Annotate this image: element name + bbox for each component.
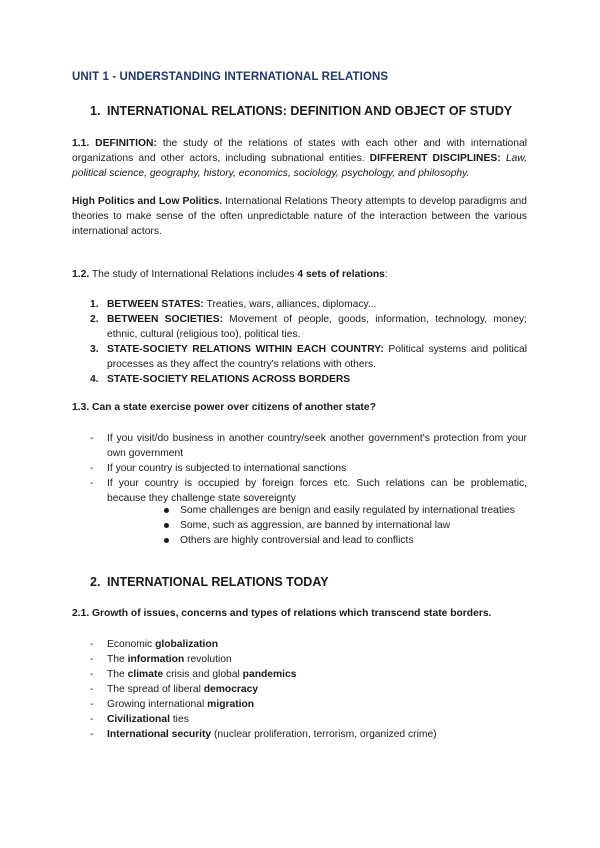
list-item <box>90 372 527 387</box>
relation-label: STATE-SOCIETY RELATIONS WITHIN EACH COUNTRY: <box>107 344 384 355</box>
high-low-politics-paragraph <box>72 194 527 239</box>
issues-list <box>90 637 527 742</box>
disciplines-label: DIFFERENT DISCIPLINES: <box>369 153 501 164</box>
relations-intro <box>72 267 527 282</box>
list-item: - International security (nuclear proliferation, terrorism, organized crime) <box>90 729 437 740</box>
definition-label: 1.1. DEFINITION: <box>72 138 157 149</box>
sovereignty-question: 1.3. Can a state exercise power over citizens of another state? <box>72 402 376 413</box>
list-marker: 3. <box>90 344 99 355</box>
definition-paragraph <box>72 136 527 181</box>
list-item: - If you visit/do business in another country/seek another government's protection from your own government <box>90 433 527 459</box>
bullet-dot <box>164 538 169 543</box>
list-item: - The information revolution <box>90 654 232 665</box>
relation-text: Movement of people, goods, information, technology, money; ethnic, cultural (religious too), political ties. <box>107 314 527 340</box>
list-marker: 1. <box>90 299 99 310</box>
section-1-title: INTERNATIONAL RELATIONS: DEFINITION AND OBJECT OF STUDY <box>107 104 513 118</box>
list-item <box>90 312 527 342</box>
section-1-number: 1. <box>90 104 101 118</box>
relations-list <box>90 297 527 387</box>
bullet-text: Some, such as aggression, are banned by international law <box>180 520 451 531</box>
bullet-dot <box>164 508 169 513</box>
relation-label: BETWEEN STATES: <box>107 299 204 310</box>
list-item: - The spread of liberal democracy <box>90 684 259 695</box>
sub-bullets-list <box>163 503 527 548</box>
answer-text: If you visit/do business in another country/seek another government's protection from your own government <box>107 433 527 459</box>
bullet-text: Some challenges are benign and easily regulated by international treaties <box>180 505 515 516</box>
list-marker: 2. <box>90 314 99 325</box>
relation-label: BETWEEN SOCIETIES: <box>107 314 224 325</box>
section-1-heading <box>90 104 550 118</box>
answer-text: If your country is subjected to international sanctions <box>107 463 347 474</box>
list-item <box>163 518 527 533</box>
relations-intro-bold: 4 sets of relations <box>297 269 385 280</box>
relations-intro-text: The study of International Relations includes <box>89 269 298 280</box>
section-2-title: INTERNATIONAL RELATIONS TODAY <box>107 575 329 589</box>
section-2-number: 2. <box>90 575 101 589</box>
relations-intro-tail: : <box>384 269 388 280</box>
high-low-text: International Relations Theory attempts to develop paradigms and theories to make sense of the often unpredictable nature of the interaction between the various international actors. <box>72 196 527 237</box>
section-2-subheading: 2.1. Growth of issues, concerns and types of relations which transcend state borders. <box>72 608 492 619</box>
list-item <box>90 342 527 372</box>
section-2-heading <box>90 575 550 589</box>
list-item <box>163 533 527 548</box>
answer-text: If your country is occupied by foreign forces etc. Such relations can be problematic, because they challenge state sovereignty <box>107 478 527 504</box>
disciplines-text: Law, political science, geography, history, economics, sociology, psychology, and philosophy. <box>72 153 527 179</box>
relation-label: STATE-SOCIETY RELATIONS ACROSS BORDERS <box>107 374 351 385</box>
bullet-dot <box>164 523 169 528</box>
list-item: - If your country is occupied by foreign forces etc. Such relations can be problematic, because they challenge state sovereignty <box>90 478 527 504</box>
list-item: - If your country is subjected to international sanctions <box>90 463 347 474</box>
list-item: - Civilizational ties <box>90 714 189 725</box>
definition-text: the study of the relations of states with each other and with international organizations and other actors, including subnational entities. <box>72 138 527 164</box>
relation-text: Treaties, wars, alliances, diplomacy... <box>203 299 377 310</box>
answers-list <box>90 431 527 506</box>
list-item: - The climate crisis and global pandemics <box>90 669 297 680</box>
list-marker: 4. <box>90 374 99 385</box>
bullet-text: Others are highly controversial and lead to conflicts <box>180 535 414 546</box>
high-low-label: High Politics and Low Politics. <box>72 196 222 207</box>
unit-title: UNIT 1 - UNDERSTANDING INTERNATIONAL RELATIONS <box>72 71 389 83</box>
list-item <box>163 503 527 518</box>
relation-text: Political systems and political processes as they affect the country's relations with others. <box>107 344 528 370</box>
relations-intro-number: 1.2. <box>72 269 90 280</box>
list-item <box>90 297 527 312</box>
list-item: - Growing international migration <box>90 699 255 710</box>
list-item: - Economic globalization <box>90 639 219 650</box>
